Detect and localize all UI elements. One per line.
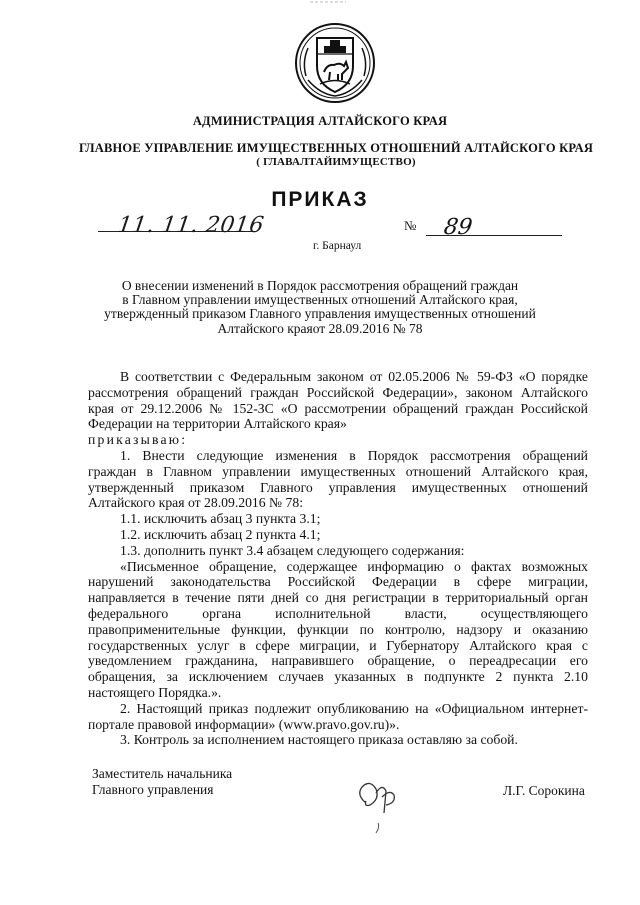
position-line: Главного управления [92,782,214,797]
inserted-paragraph [88,559,588,701]
order-number-label: № [404,218,417,233]
item-1-line: утвержденный приказом Главного управления имущественных отношений [88,479,588,495]
preamble-line: В соответствии с Федеральным законом от 02.05.2006 № 59-ФЗ «О порядке [120,369,588,384]
city: г. Барнаул [313,240,362,252]
subject-line: О внесении изменений в Порядок рассмотрения обращений граждан [121,278,519,293]
handwritten-signature [352,773,412,835]
altai-krai-coat-of-arms-icon [294,22,376,104]
item-2-line: портале правовой информации» (www.pravo.gov.ru)». [88,716,400,732]
quote-line: федерального органа исполнительной власти, осуществляющего [88,605,588,621]
order-word: приказываю: [88,432,188,448]
subject-line: Алтайского краяот 28.09.2016 № 78 [217,320,423,336]
order-number: 89 [442,215,474,240]
item-1-line: граждан в Главном управлении имущественных отношений Алтайского края, [88,463,588,479]
item-2 [88,701,588,733]
quote-line: уведомлением гражданина, направившего обращение, о переадресации его [88,653,588,669]
preamble-line: рассмотрения обращений граждан Российской Федерации», законом Алтайского [88,384,588,400]
quote-line: государственных услуг в сфере миграции, и Губернатору Алтайского края с [88,637,588,653]
order-date: 11. 11. 2016 [116,213,266,238]
signatory-name: Л.Г. Сорокина [503,783,585,798]
quote-line: нарушений законодательства Российской Федерации в сфере миграции, [88,574,588,590]
subject-line: в Главном управлении имущественных отношений Алтайского края, [122,292,518,308]
item-2-line: 2. Настоящий приказ подлежит опубликованию на «Официальном интернет- [120,700,588,716]
preamble [88,369,588,432]
preamble-line: края от 29.12.2006 № 152-ЗС «О рассмотрении обращений граждан Российской [88,400,588,416]
signatory-position [92,766,232,798]
preamble-line: Федерации на территории Алтайского края» [88,416,347,432]
quote-line: правоприменительные функции, функции по контролю, надзору и оказанию [88,621,588,637]
item-3: 3. Контроль за исполнением настоящего приказа оставляю за собой. [120,732,518,748]
quote-line: обращения, за исключением случаев указанных в подпункте 2 пункта 2.10 [88,669,588,685]
quote-line: настоящего Порядка.». [88,684,222,700]
department-name: ГЛАВНОЕ УПРАВЛЕНИЕ ИМУЩЕСТВЕННЫХ ОТНОШЕНИЙ АЛТАЙСКОГО КРАЯ [78,141,594,155]
item-1-line: 1. Внести следующие изменения в Порядок рассмотрения обращений [120,447,588,463]
administration-name: АДМИНИСТРАЦИЯ АЛТАЙСКОГО КРАЯ [192,114,448,128]
item-1-1: 1.1. исключить абзац 3 пункта 3.1; [120,511,321,527]
item-1-line: Алтайского края от 28.09.2016 № 78: [88,495,304,511]
item-1-3: 1.3. дополнить пункт 3.4 абзацем следующего содержания: [120,542,465,558]
order-subject [0,279,640,336]
position-line: Заместитель начальника [92,766,233,781]
document-title: ПРИКАЗ [271,188,369,211]
department-short-name: ( ГЛАВАЛТАЙИМУЩЕСТВО) [256,156,416,168]
item-1 [88,448,588,511]
order-body [88,369,588,748]
subject-line: утвержденный приказом Главного управления имущественных отношений [104,306,536,322]
quote-line: направляется в течение пяти дней со дня регистрации в территориальный орган [88,590,588,606]
scan-mark [308,0,348,4]
quote-line: «Письменное обращение, содержащее информацию о фактах возможных [120,558,588,574]
item-1-2: 1.2. исключить абзац 2 пункта 4.1; [120,526,321,542]
